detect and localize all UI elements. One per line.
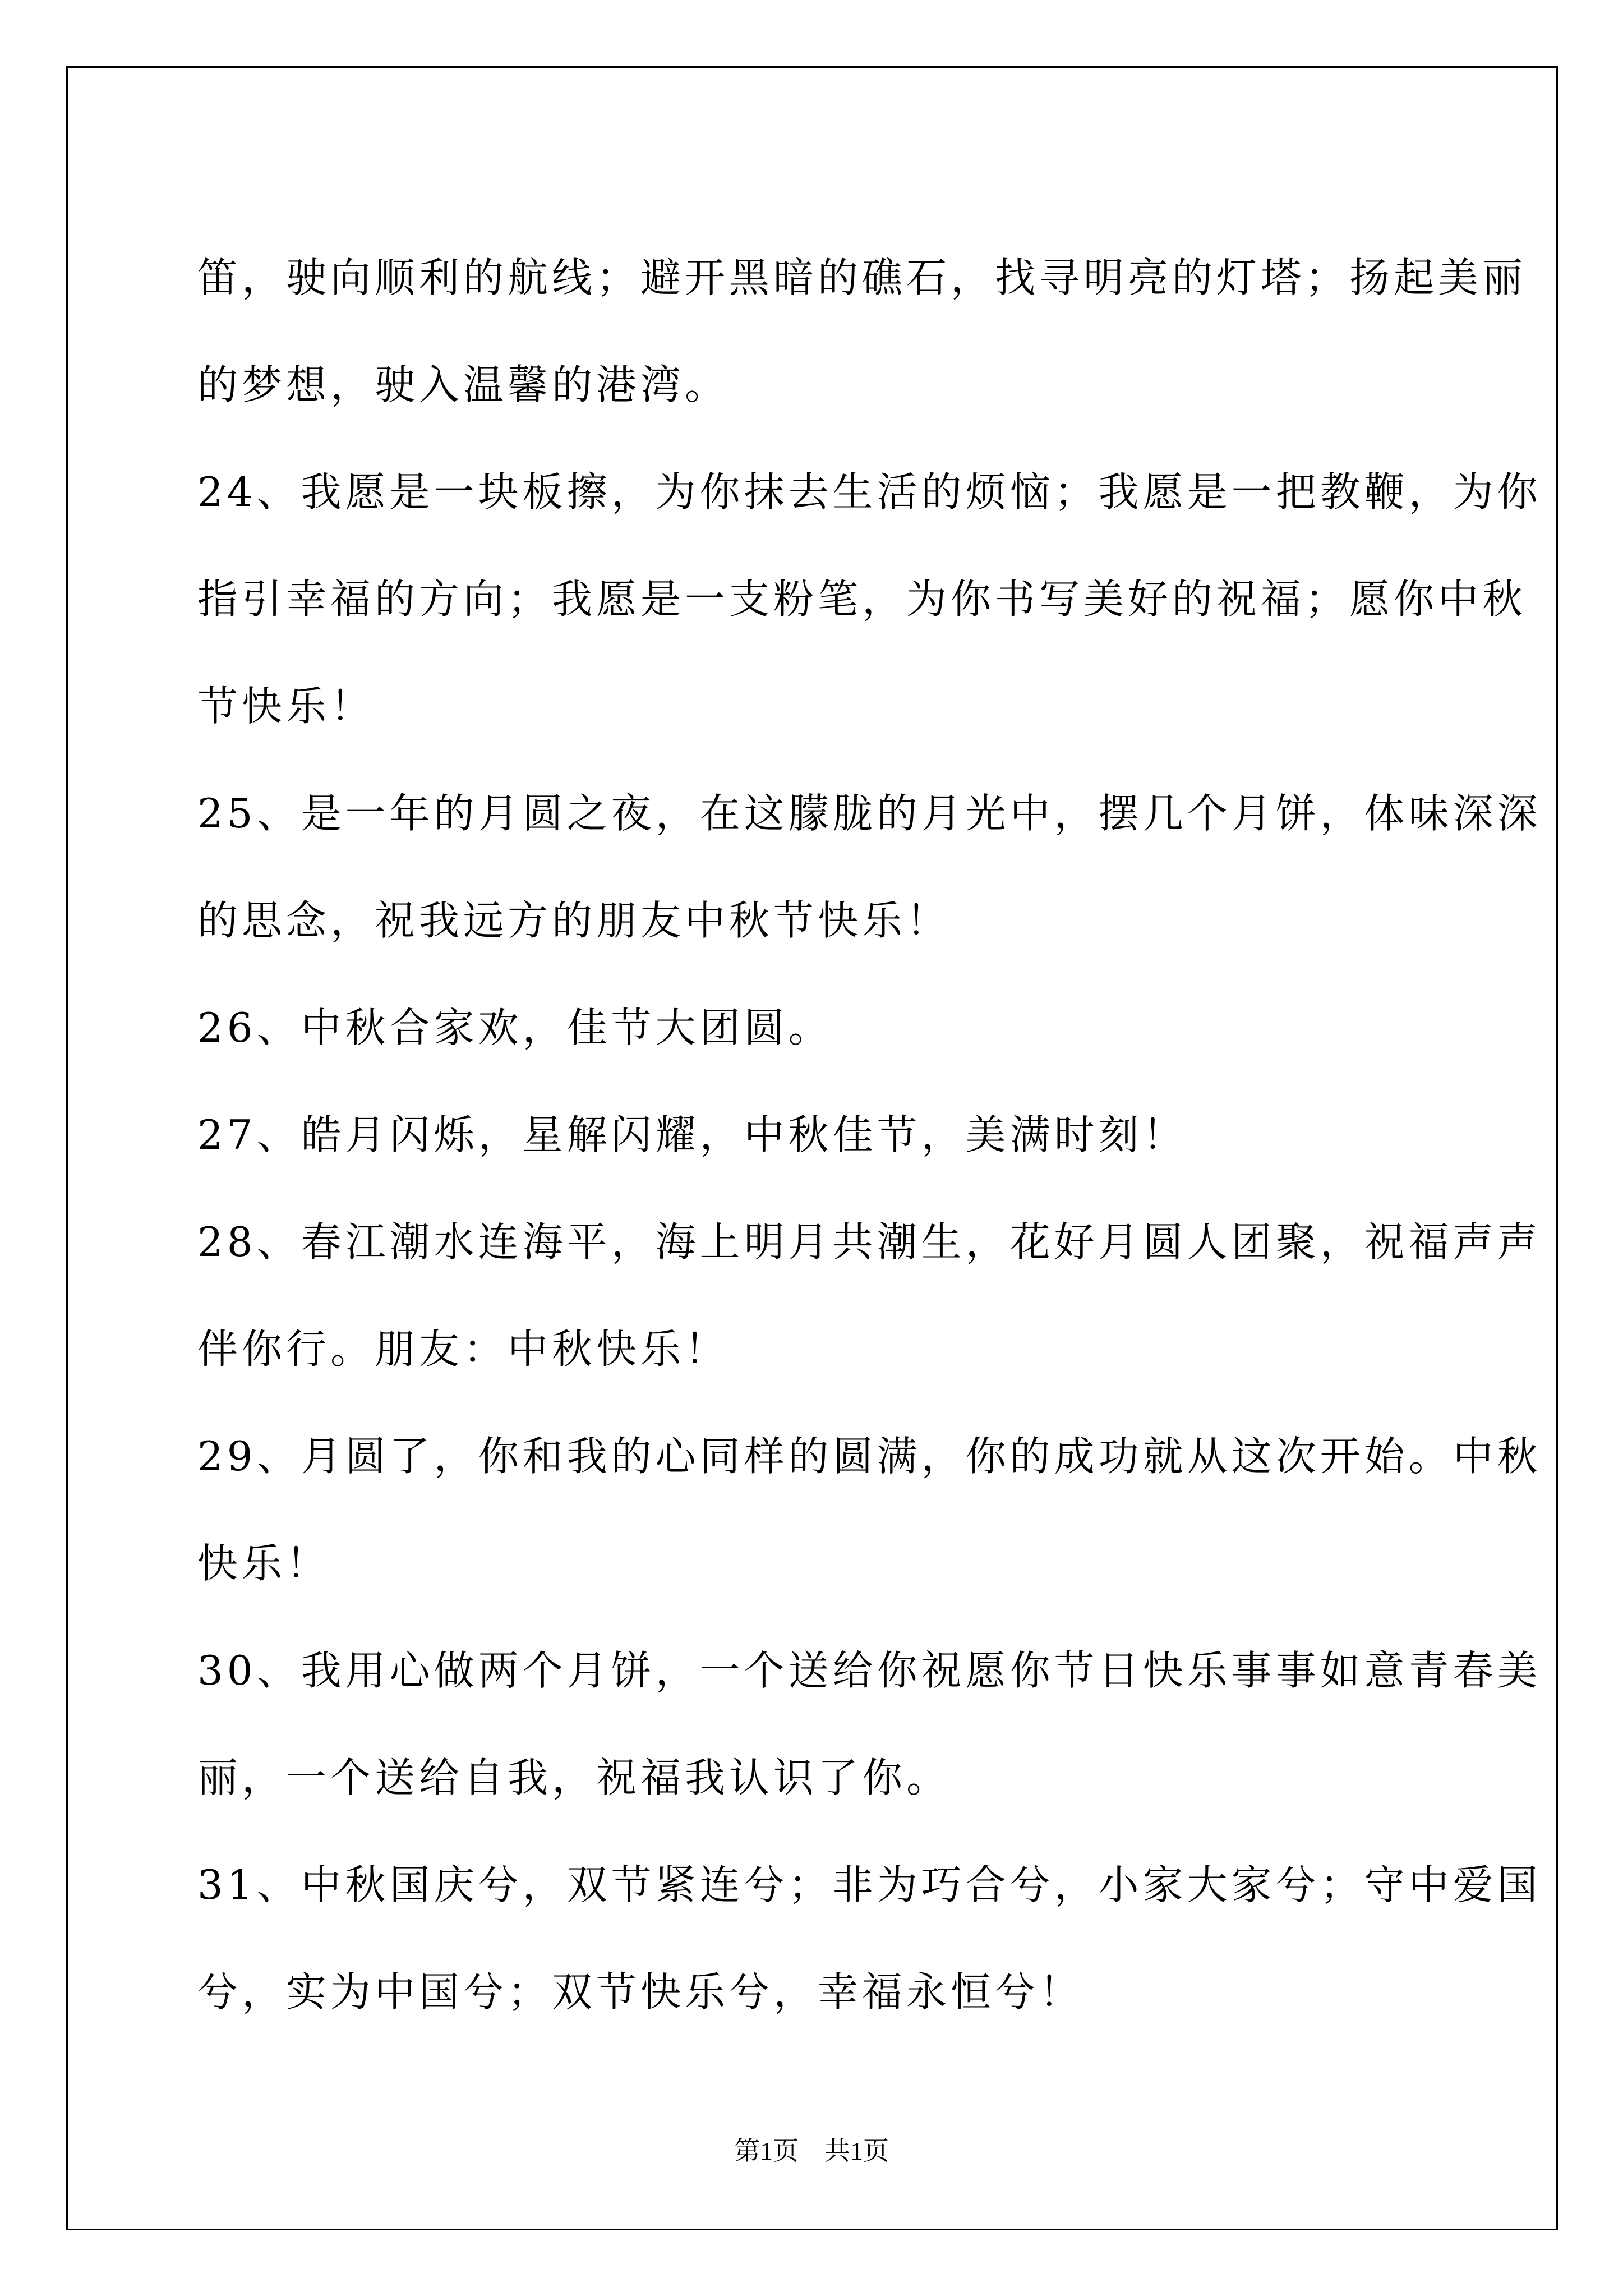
text-line: 28、春江潮水连海平，海上明月共潮生，花好月圆人团聚，祝福声声 [197, 1218, 1542, 1266]
text-line: 丽，一个送给自我，祝福我认识了你。 [197, 1754, 951, 1801]
text-line: 的梦想，驶入温馨的港湾。 [197, 361, 730, 408]
paragraph-29 [197, 1403, 1542, 1617]
text-line: 25、是一年的月圆之夜，在这朦胧的月光中，摆几个月饼，体味深深 [197, 790, 1542, 837]
text-line: 24、我愿是一块板擦，为你抹去生活的烦恼；我愿是一把教鞭，为你 [197, 468, 1542, 516]
text-line: 笛，驶向顺利的航线；避开黑暗的礁石，找寻明亮的灯塔；扬起美丽 [197, 254, 1527, 301]
text-line: 指引幸福的方向；我愿是一支粉笔，为你书写美好的祝福；愿你中秋 [197, 576, 1527, 623]
text-line: 伴你行。朋友：中秋快乐！ [197, 1326, 730, 1373]
text-line: 27、皓月闪烁，星解闪耀，中秋佳节，美满时刻！ [197, 1111, 1187, 1158]
text-line: 快乐！ [197, 1540, 331, 1587]
paragraph-30 [197, 1617, 1542, 1832]
paragraph-23-continued [197, 224, 1527, 439]
paragraph-28 [197, 1189, 1542, 1403]
page-number-footer: 第1页 共1页 [734, 2137, 889, 2165]
text-line: 节快乐！ [197, 683, 375, 730]
paragraph-24 [197, 439, 1542, 760]
text-line: 兮，实为中国兮；双节快乐兮，幸福永恒兮！ [197, 1968, 1084, 2016]
text-line: 30、我用心做两个月饼，一个送给你祝愿你节日快乐事事如意青春美 [197, 1647, 1542, 1694]
text-line: 26、中秋合家欢，佳节大团圆。 [197, 1004, 833, 1051]
paragraph-31 [197, 1832, 1542, 2046]
text-line: 的思念，祝我远方的朋友中秋节快乐！ [197, 897, 951, 944]
text-line: 29、月圆了，你和我的心同样的圆满，你的成功就从这次开始。中秋 [197, 1433, 1542, 1480]
document-body [197, 224, 1542, 2046]
text-line: 31、中秋国庆兮，双节紧连兮；非为巧合兮，小家大家兮；守中爱国 [197, 1861, 1542, 1908]
paragraph-27 [197, 1082, 1437, 1189]
paragraph-25 [197, 760, 1542, 974]
paragraph-26 [197, 974, 1437, 1082]
